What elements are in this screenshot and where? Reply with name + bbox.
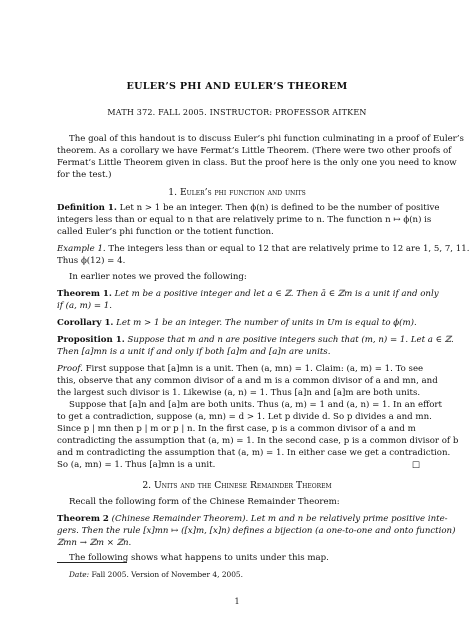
section-number: 2.: [142, 480, 152, 491]
footnote-text: Fall 2005. Version of November 4, 2005.: [91, 570, 243, 579]
theorem-1: [57, 289, 439, 300]
section-2-heading: [0, 480, 474, 491]
theorem-2: [57, 514, 448, 525]
footnote: [57, 569, 429, 580]
corollary-label: Corollary 1.: [57, 318, 114, 328]
theorem-text: (Chinese Remainder Theorem). Let m and n be relatively prime positive inte-: [111, 514, 448, 524]
theorem-line: ℤmn → ℤm × ℤn.: [57, 538, 132, 548]
proof-line: Since p | mn then p | m or p | n. In the first case, p is a common divisor of a and m: [57, 424, 416, 434]
example-label: Example 1.: [57, 244, 106, 254]
corollary-text: Let m > 1 be an integer. The number of units in Um is equal to ϕ(m).: [116, 318, 417, 328]
theorem-label: Theorem 1.: [57, 289, 112, 299]
theorem-line: gers. Then the rule [x]mn ↦ ([x]m, [x]n) defines a bijection (a one-to-one and onto function): [57, 526, 456, 536]
definition-line: integers less than or equal to n that are relatively prime to n. The function n ↦ ϕ(n) is: [57, 215, 432, 225]
section-1-heading: [0, 187, 474, 198]
page-number: 1: [234, 597, 240, 606]
definition-line: called Euler’s phi function or the totient function.: [57, 227, 274, 237]
recall-line: Recall the following form of the Chinese Remainder Theorem:: [69, 497, 340, 507]
example-line: Thus ϕ(12) = 4.: [57, 256, 126, 266]
proof-line: contradicting the assumption that (a, m) = 1. In the second case, p is a common divisor of b: [57, 436, 459, 446]
theorem-label: Theorem 2: [57, 514, 109, 524]
proof-line: So (a, mn) = 1. Thus [a]mn is a unit.: [57, 460, 216, 470]
section-number: 1.: [168, 187, 178, 198]
corollary-1: [57, 318, 417, 329]
proposition-1: [57, 335, 454, 346]
definition-1: [57, 203, 440, 214]
intro-line: Fermat’s Little Theorem given in class. But the proof here is the only one you need to know: [57, 158, 457, 168]
proof-line: to get a contradiction, suppose (a, mn) = d > 1. Let p divide d. So p divides a and mn.: [57, 412, 432, 422]
proof: [57, 364, 424, 375]
footnote-rule: [57, 562, 127, 563]
paper-title: EULER’S PHI AND EULER’S THEOREM: [126, 81, 348, 92]
definition-text: Let n > 1 be an integer. Then ϕ(n) is defined to be the number of positive: [119, 203, 440, 213]
proof-line: Suppose that [a]n and [a]m are both units. Thus (a, m) = 1 and (a, n) = 1. In an effort: [69, 400, 442, 410]
proof-line: and m contradicting the assumption that (a, m) = 1. In either case we get a contradiction.: [57, 448, 451, 458]
following-line: The following shows what happens to units under this map.: [69, 553, 329, 563]
proof-label: Proof.: [57, 364, 83, 374]
theorem-text: Let m be a positive integer and let a ∈ ℤ. Then ā ∈ ℤm is a unit if and only: [114, 289, 439, 299]
proof-line: the largest such divisor is 1. Likewise (a, n) = 1. Thus [a]n and [a]m are both units.: [57, 388, 421, 398]
example-1: [57, 244, 470, 255]
proposition-label: Proposition 1.: [57, 335, 125, 345]
definition-label: Definition 1.: [57, 203, 117, 213]
section-title: Euler’s phi function and units: [179, 187, 306, 198]
earlier-notes-line: In earlier notes we proved the following:: [69, 272, 247, 282]
proposition-text: Suppose that m and n are positive integers such that (m, n) = 1. Let a ∈ ℤ.: [127, 335, 454, 345]
example-text: The integers less than or equal to 12 that are relatively prime to 12 are 1, 5, 7, 11.: [108, 244, 470, 254]
proposition-line: Then [a]mn is a unit if and only if both [a]m and [a]n are units.: [57, 347, 331, 357]
qed-symbol: □: [411, 460, 420, 470]
intro-line: theorem. As a corollary we have Fermat’s Little Theorem. (There were two other proofs of: [57, 146, 452, 156]
proof-text: First suppose that [a]mn is a unit. Then (a, mn) = 1. Claim: (a, m) = 1. To see: [85, 364, 424, 374]
intro-line: for the test.): [57, 170, 112, 180]
section-title: Units and the Chinese Remainder Theorem: [154, 480, 332, 491]
footnote-label: Date:: [69, 570, 90, 579]
proof-line: this, observe that any common divisor of a and m is a common divisor of a and mn, and: [57, 376, 438, 386]
theorem-line: if (a, m) = 1.: [57, 301, 112, 311]
course-line: MATH 372. FALL 2005. INSTRUCTOR: PROFESSOR AITKEN: [107, 108, 367, 117]
intro-line: The goal of this handout is to discuss Euler’s phi function culminating in a proof of Euler’s: [69, 134, 464, 144]
